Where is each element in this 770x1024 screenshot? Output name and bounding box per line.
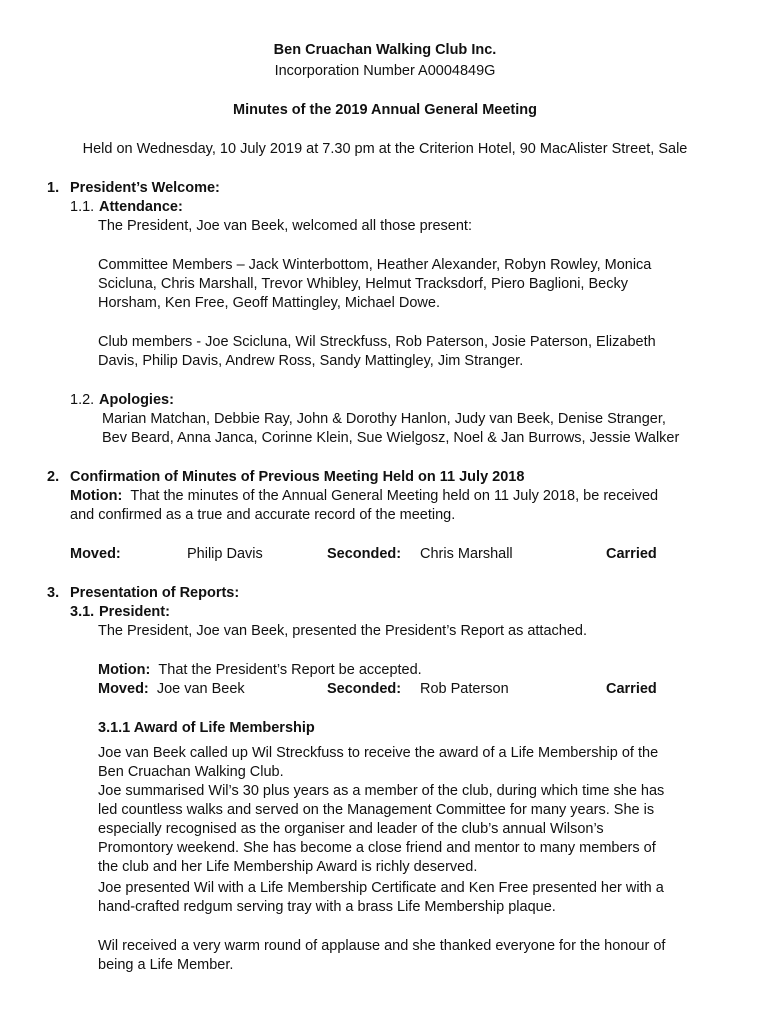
award-paragraph-line: hand-crafted redgum serving tray with a brass Life Membership plaque. bbox=[98, 899, 556, 915]
incorporation-number: Incorporation Number A0004849G bbox=[274, 63, 496, 79]
award-closing-line: Wil received a very warm round of applause and she thanked everyone for the honour of bbox=[98, 938, 666, 954]
club-members-line: Davis, Philip Davis, Andrew Ross, Sandy Mattingley, Jim Stranger. bbox=[98, 353, 524, 369]
award-paragraph-line: led countless walks and served on the Management Committee for many years. She is bbox=[98, 802, 655, 818]
motion-text: That the President’s Report be accepted. bbox=[158, 662, 422, 678]
committee-members-line: Horsham, Ken Free, Geoff Mattingley, Michael Dowe. bbox=[98, 295, 440, 311]
motion-label: Motion: bbox=[70, 488, 123, 504]
committee-members-line: Scicluna, Chris Marshall, Trevor Whibley, Helmut Tracksdorf, Piero Baglioni, Becky bbox=[98, 276, 628, 292]
award-paragraph-line: Promontory weekend. She has become a close friend and mentor to many members of bbox=[98, 840, 656, 856]
section-3-heading: Presentation of Reports: bbox=[70, 585, 240, 601]
apologies-line: Marian Matchan, Debbie Ray, John & Dorothy Hanlon, Judy van Beek, Denise Stranger, bbox=[102, 411, 666, 427]
attendance-intro: The President, Joe van Beek, welcomed all those present: bbox=[98, 218, 472, 234]
section-2-motion bbox=[70, 488, 658, 505]
seconded-label: Seconded: bbox=[327, 546, 402, 562]
motion-result: Carried bbox=[606, 681, 657, 697]
award-paragraph-line: Ben Cruachan Walking Club. bbox=[98, 764, 284, 780]
seconded-label: Seconded: bbox=[327, 681, 402, 697]
section-2-number: 2. bbox=[47, 469, 60, 485]
section-1-1-number: 1.1. bbox=[70, 199, 95, 215]
attendance-heading: Attendance: bbox=[99, 199, 183, 215]
award-paragraph-line: Joe summarised Wil’s 30 plus years as a member of the club, during which time she has bbox=[98, 783, 665, 799]
apologies-line: Bev Beard, Anna Janca, Corinne Klein, Sue Wielgosz, Noel & Jan Burrows, Jessie Walker bbox=[102, 430, 680, 446]
document-title: Minutes of the 2019 Annual General Meeting bbox=[232, 102, 538, 118]
motion-label: Motion: bbox=[98, 662, 151, 678]
moved-label: Moved: bbox=[70, 546, 121, 562]
section-3-number: 3. bbox=[47, 585, 60, 601]
section-3-1-number: 3.1. bbox=[70, 604, 95, 620]
president-moved bbox=[98, 681, 245, 698]
section-1-number: 1. bbox=[47, 180, 60, 196]
seconded-by: Chris Marshall bbox=[420, 546, 513, 562]
award-closing-line: being a Life Member. bbox=[98, 957, 234, 973]
award-heading: 3.1.1 Award of Life Membership bbox=[98, 720, 315, 736]
moved-by: Philip Davis bbox=[187, 546, 263, 562]
section-1-heading: President’s Welcome: bbox=[70, 180, 220, 196]
moved-by: Joe van Beek bbox=[156, 681, 245, 697]
award-paragraph-line: the club and her Life Membership Award is richly deserved. bbox=[98, 859, 478, 875]
award-paragraph-line: Joe van Beek called up Wil Streckfuss to receive the award of a Life Membership of the bbox=[98, 745, 659, 761]
meeting-details: Held on Wednesday, 10 July 2019 at 7.30 pm at the Criterion Hotel, 90 MacAlister Street, Sale bbox=[82, 141, 688, 157]
motion-text-continued: and confirmed as a true and accurate record of the meeting. bbox=[70, 507, 456, 523]
motion-text: That the minutes of the Annual General Meeting held on 11 July 2018, be received bbox=[130, 488, 659, 504]
moved-label: Moved: bbox=[98, 681, 149, 697]
section-1-2-number: 1.2. bbox=[70, 392, 95, 408]
club-name: Ben Cruachan Walking Club Inc. bbox=[273, 42, 497, 58]
apologies-heading: Apologies: bbox=[99, 392, 174, 408]
award-paragraph-line: Joe presented Wil with a Life Membership Certificate and Ken Free presented her with a bbox=[98, 880, 664, 896]
president-report-text: The President, Joe van Beek, presented the President’s Report as attached. bbox=[98, 623, 587, 639]
president-report-heading: President: bbox=[99, 604, 170, 620]
section-2-heading: Confirmation of Minutes of Previous Meeting Held on 11 July 2018 bbox=[70, 469, 525, 485]
president-report-motion bbox=[98, 662, 422, 679]
committee-members-line: Committee Members – Jack Winterbottom, Heather Alexander, Robyn Rowley, Monica bbox=[98, 257, 652, 273]
motion-result: Carried bbox=[606, 546, 657, 562]
award-paragraph-line: especially recognised as the organiser and leader of the club’s annual Wilson’s bbox=[98, 821, 604, 837]
seconded-by: Rob Paterson bbox=[420, 681, 509, 697]
club-members-line: Club members - Joe Scicluna, Wil Streckfuss, Rob Paterson, Josie Paterson, Elizabeth bbox=[98, 334, 656, 350]
